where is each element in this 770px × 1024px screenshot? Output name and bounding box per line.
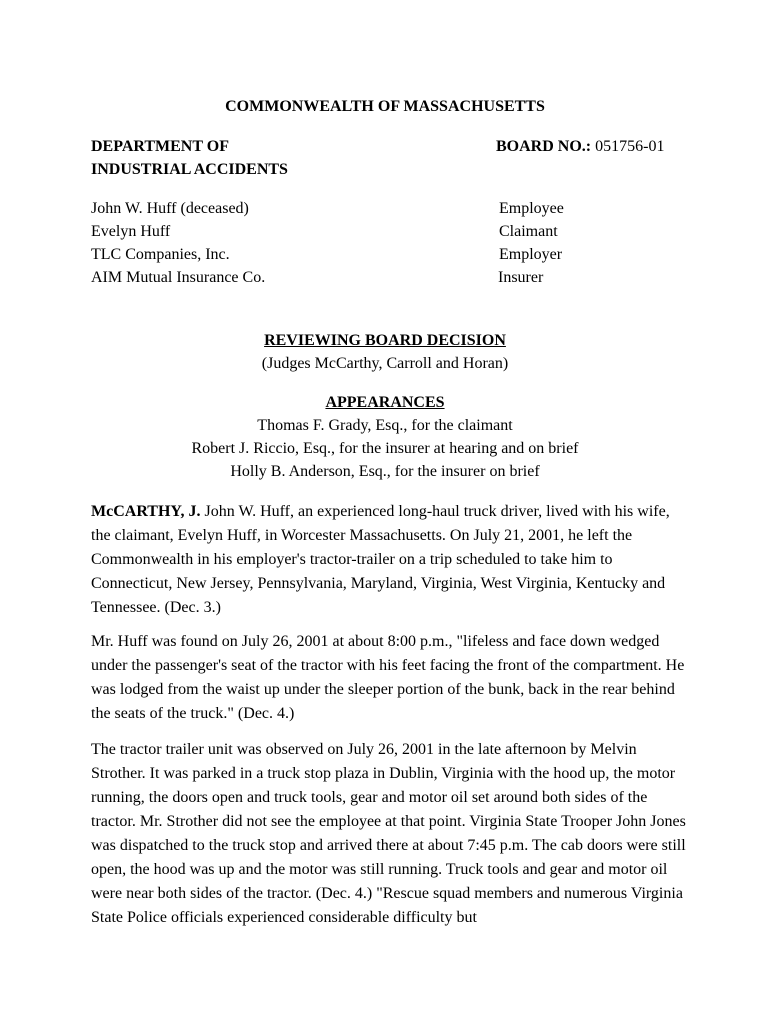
appearance-line: Thomas F. Grady, Esq., for the claimant	[257, 417, 513, 434]
party-role: Employee	[499, 200, 564, 217]
body-paragraph: Mr. Huff was found on July 26, 2001 at about 8:00 p.m., "lifeless and face down wedged under the passenger's seat of the tractor with his feet facing the front of the compartment. He was lodged from the waist up under the sleeper portion of the bunk, back in the rear behind the seats of the truck." (Dec. 4.)	[91, 633, 685, 722]
appearances-title: APPEARANCES	[325, 394, 445, 411]
party-name: AIM Mutual Insurance Co.	[91, 269, 266, 286]
decision-title: REVIEWING BOARD DECISION	[264, 332, 506, 349]
party-role: Employer	[499, 246, 563, 263]
party-role: Insurer	[498, 269, 544, 286]
body-paragraph	[91, 500, 687, 620]
party-name: John W. Huff (deceased)	[91, 200, 249, 217]
opinion-author: McCARTHY, J.	[91, 503, 201, 520]
party-name: TLC Companies, Inc.	[91, 246, 230, 263]
board-number	[496, 135, 664, 158]
board-number-label: BOARD NO.:	[496, 138, 592, 155]
department-name-line2: INDUSTRIAL ACCIDENTS	[91, 161, 288, 178]
appearances-heading	[0, 391, 770, 414]
decision-judges: (Judges McCarthy, Carroll and Horan)	[261, 355, 509, 372]
party-name: Evelyn Huff	[91, 223, 171, 240]
appearance-line: Robert J. Riccio, Esq., for the insurer at hearing and on brief	[191, 440, 579, 457]
board-number-value: 051756-01	[591, 138, 665, 155]
appearance-line: Holly B. Anderson, Esq., for the insurer on brief	[230, 463, 540, 480]
body-paragraph: The tractor trailer unit was observed on July 26, 2001 in the late afternoon by Melvin Strother. It was parked in a truck stop plaza in Dublin, Virginia with the hood up, the motor running, the doors open and truck tools, gear and motor oil set around both sides of the tractor. Mr. Strother did not see the employee at that point. Virginia State Trooper John Jones was dispatched to the truck stop and arrived there at about 7:45 p.m. The cab doors were still open, the hood was up and the motor was still running. Truck tools and gear and motor oil were near both sides of the tractor. (Dec. 4.) "Rescue squad members and numerous Virginia State Police officials experienced considerable difficulty but	[91, 741, 686, 926]
department-name-line1: DEPARTMENT OF	[91, 138, 229, 155]
paragraph-text: John W. Huff, an experienced long-haul truck driver, lived with his wife, the claimant, Evelyn Huff, in Worcester Massachusetts. On July 21, 2001, he left the Commonwealth in his employer's tractor-trailer on a trip scheduled to take him to Connecticut, New Jersey, Pennsylvania, Maryland, Virginia, West Virginia, Kentucky and Tennessee. (Dec. 3.)	[91, 503, 670, 616]
document-title: COMMONWEALTH OF MASSACHUSETTS	[225, 98, 545, 115]
party-role: Claimant	[499, 223, 558, 240]
decision-heading	[0, 329, 770, 352]
